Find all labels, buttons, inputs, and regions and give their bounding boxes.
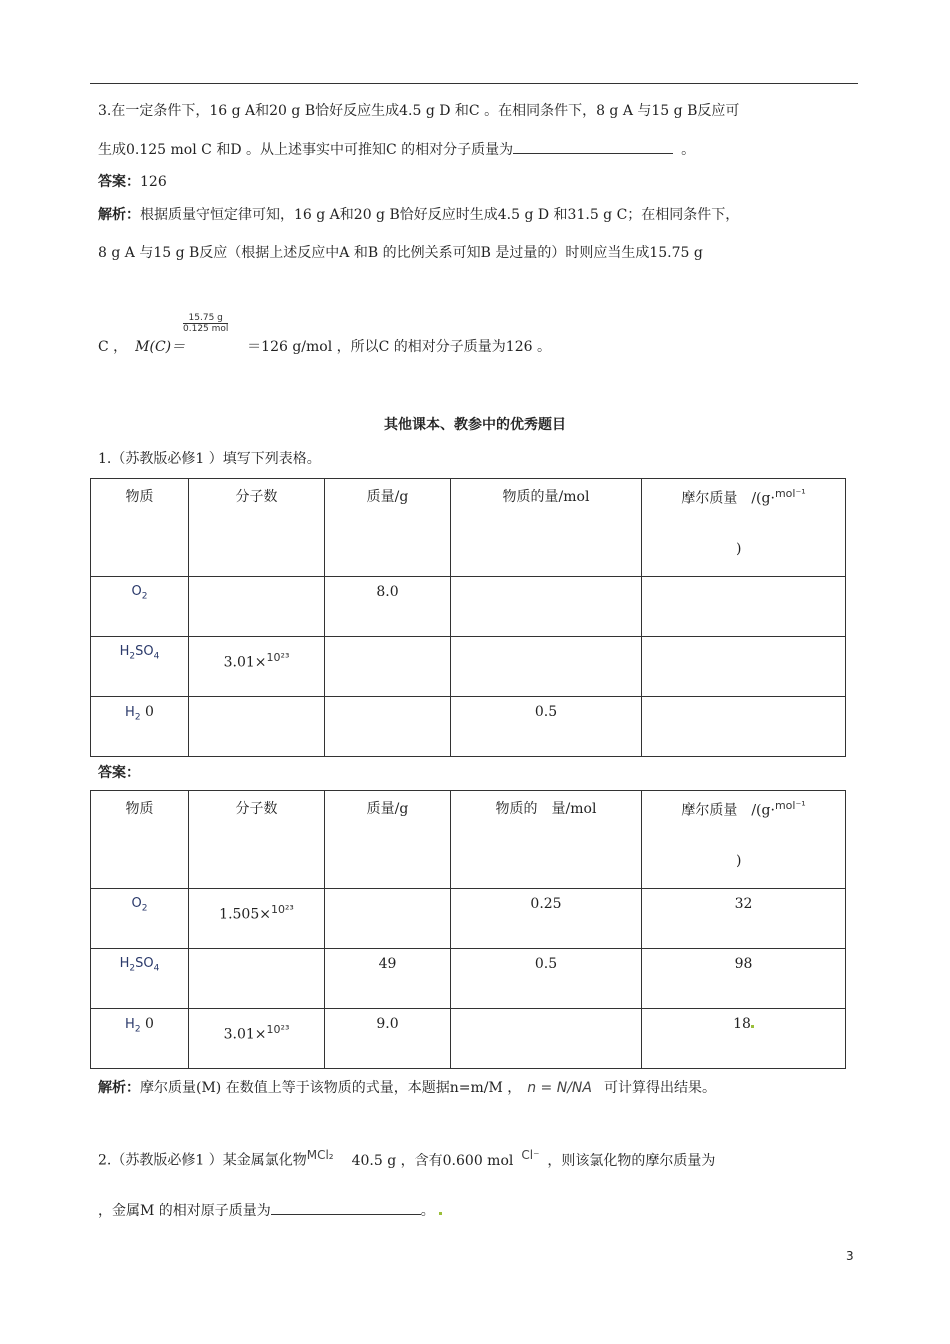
- q3-analysis-line1: [98, 205, 739, 225]
- q2-line1-prefix: 2.（苏教版必修1 ）某金属氯化物: [98, 1152, 307, 1169]
- q1-analysis-label: 解析：: [98, 1080, 140, 1096]
- formula-o2: $O_2$: [131, 896, 148, 914]
- col-header-moles: 物质的量/mol: [502, 489, 590, 505]
- mol-inv-unit: mol⁻¹: [774, 487, 806, 500]
- q1-answer-label: 答案：: [98, 765, 140, 781]
- fraction-denominator: 0.125 mol: [183, 324, 229, 334]
- col-header-mass: 质量/g: [366, 801, 409, 817]
- q3-line3-suffix: ＝126 g/mol ，所以C 的相对分子质量为126 。: [247, 339, 551, 355]
- table-row: [91, 637, 846, 697]
- q1-analysis-tail: 可计算得出结果。: [603, 1080, 716, 1096]
- col-header-substance: 物质: [125, 489, 154, 505]
- q1-intro: 1.（苏教版必修1 ）填写下列表格。: [98, 451, 321, 467]
- q1-analysis-formula: n = N/NA: [527, 1080, 592, 1096]
- q3-analysis-line3: [98, 337, 551, 357]
- mass-cell: 49: [378, 956, 397, 972]
- molar-cell: 32: [734, 896, 753, 912]
- moles-cell: 0.5: [534, 956, 558, 972]
- q3-line1: 3.在一定条件下，16 g A和20 g B恰好反应生成4.5 g D 和C 。在相同条件下，8 g A 与15 g B反应可: [98, 103, 740, 119]
- header-rule: [90, 83, 858, 84]
- q2-line1: [98, 1145, 715, 1171]
- col-header-molar-mass: [642, 791, 845, 820]
- col-header-moles: 物质的 量/mol: [495, 801, 597, 817]
- q2-line2-suffix: 。: [420, 1203, 435, 1219]
- table-row: [91, 577, 846, 637]
- q2-line1-mid: 40.5 g ，含有0.600 mol: [351, 1152, 514, 1169]
- q3-analysis-line2: 8 g A 与15 g B反应（根据上述反应中A 和B 的比例关系可知B 是过量的）时则应当生成15.75 g: [98, 245, 703, 261]
- q1-analysis-text: 摩尔质量(M) 在数值上等于该物质的式量，本题据n=m/M ，: [140, 1080, 522, 1096]
- molar-mass-close: ): [736, 853, 742, 869]
- section-title: 其他课本、教参中的优秀题目: [384, 417, 566, 433]
- fraction-numerator: 15.75 g: [183, 313, 228, 324]
- q3-line2: [98, 139, 695, 160]
- mass-cell: 9.0: [376, 1016, 399, 1032]
- table-row: [91, 697, 846, 757]
- formula-h2: $H_2$ 0: [125, 1016, 154, 1035]
- q3-fraction: [183, 313, 228, 334]
- count-cell: 3.01×$^{10^{23}}$: [223, 651, 290, 671]
- molar-mass-close: ): [736, 541, 742, 557]
- count-cell: 3.01×$^{10^{23}}$: [223, 1023, 290, 1043]
- molar-cell: [642, 637, 845, 644]
- moles-cell: [451, 637, 641, 644]
- page-number: 3: [846, 1249, 854, 1263]
- mass-cell: [325, 637, 450, 644]
- moles-cell: [451, 577, 641, 584]
- col-header-count: 分子数: [235, 489, 278, 505]
- col-header-count: 分子数: [235, 801, 278, 817]
- table-row: [91, 949, 846, 1009]
- moles-cell: 0.25: [530, 896, 562, 912]
- q2-line2-prefix: ，金属M 的相对原子质量为: [98, 1203, 271, 1219]
- molar-mass-label: 摩尔质量 /(g·: [681, 802, 775, 819]
- q1-analysis: [98, 1078, 716, 1098]
- molar-cell: [642, 577, 845, 584]
- q3-answer: [98, 172, 167, 192]
- molar-cell: [642, 697, 845, 704]
- col-header-molar-mass: [642, 479, 845, 508]
- molar-mass-label: 摩尔质量 /(g·: [681, 490, 775, 507]
- col-header-substance: 物质: [125, 801, 154, 817]
- formula-o2: $O_2$: [131, 584, 148, 602]
- table-row: [91, 1009, 846, 1069]
- count-cell: 1.505×$^{10^{23}}$: [219, 903, 294, 923]
- q2-line1-suffix: ，则该氯化物的摩尔质量为: [547, 1152, 716, 1169]
- q2-answer-blank: [271, 1200, 421, 1215]
- q2-cl: Cl⁻: [521, 1148, 540, 1162]
- q3-answer-value: 126: [140, 174, 167, 190]
- q1-question-table: [90, 478, 846, 757]
- q3-line2-prefix: 生成0.125 mol C 和D 。从上述事实中可推知C 的相对分子质量为: [98, 142, 514, 158]
- q3-analysis-label: 解析：: [98, 207, 140, 223]
- count-cell: [189, 949, 324, 956]
- moles-cell: [451, 1009, 641, 1016]
- col-header-mass: 质量/g: [366, 489, 409, 505]
- formula-h2so4: $H_2SO_4$: [119, 956, 160, 974]
- mass-cell: [325, 697, 450, 704]
- q2-line2: [98, 1200, 442, 1221]
- q2-mcl2: MCl₂: [306, 1148, 334, 1162]
- count-cell: [189, 577, 324, 584]
- q3-line3-prefix: C ，: [98, 339, 128, 355]
- mass-cell: [325, 889, 450, 896]
- formula-h2: $H_2$ 0: [125, 704, 154, 723]
- moles-cell: 0.5: [534, 704, 558, 720]
- q3-mc: M(C)＝: [135, 339, 186, 355]
- mol-inv-unit: mol⁻¹: [774, 799, 806, 812]
- q3-answer-blank: [513, 139, 673, 154]
- q3-analysis-text1: 根据质量守恒定律可知，16 g A和20 g B恰好反应时生成4.5 g D 和31.5 g C；在相同条件下，: [140, 207, 740, 223]
- formula-h2so4: $H_2SO_4$: [119, 644, 160, 662]
- q1-answer-table: [90, 790, 846, 1069]
- count-cell: [189, 697, 324, 704]
- q3-line2-suffix: 。: [681, 142, 696, 158]
- table-row: [91, 889, 846, 949]
- molar-cell: 98: [734, 956, 753, 972]
- mass-cell: 8.0: [376, 584, 399, 600]
- molar-cell: 18: [642, 1009, 845, 1032]
- q3-answer-label: 答案：: [98, 174, 140, 190]
